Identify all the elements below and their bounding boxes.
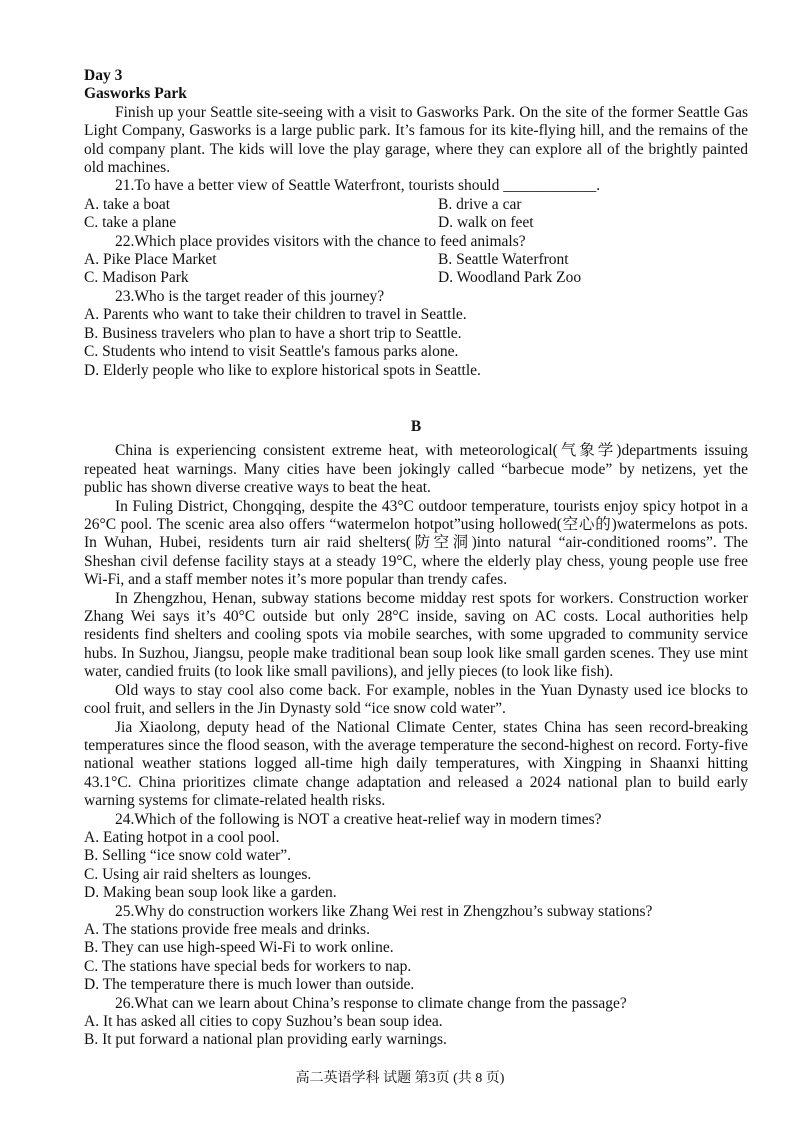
questions-b (84, 811, 748, 1050)
page-footer: 高二英语学科 试题 第3页 (共 8 页) (295, 1071, 505, 1086)
section-b-heading: B (410, 418, 422, 435)
option: B. They can use high-speed Wi-Fi to work online. (84, 939, 394, 957)
option: A. Eating hotpot in a cool pool. (84, 828, 280, 846)
section-b (84, 418, 748, 1050)
option: C. Madison Park (84, 269, 189, 287)
passage-paragraph: Old ways to stay cool also come back. For example, nobles in the Yuan Dynasty used ice blocks to cool fruit, and sellers in the Jin Dynasty sold “ice snow cold water”. (84, 681, 748, 718)
option: B. Seattle Waterfront (438, 251, 569, 269)
section-b-passage (84, 442, 748, 810)
option-row (84, 269, 748, 287)
option: D. Making bean soup look like a garden. (84, 884, 337, 902)
option-row (84, 251, 748, 269)
option: B. Selling “ice snow cold water”. (84, 847, 292, 865)
option: B. drive a car (438, 195, 522, 213)
day-title: Day 3 (84, 67, 123, 84)
park-title: Gasworks Park (84, 85, 187, 103)
day3-paragraph: Finish up your Seattle site-seeing with a visit to Gasworks Park. On the site of the former Seattle Gas Light Company, Gasworks is a large public park. It’s famous for its kite-flying hill, and the remains of the old company plant. The kids will love the play garage, where they can explore all of the brightly painted old machines. (84, 103, 748, 177)
question-stem: 24.Which of the following is NOT a creative heat-relief way in modern times? (115, 810, 602, 828)
option: A. It has asked all cities to copy Suzhou’s bean soup idea. (84, 1013, 443, 1030)
option: D. Elderly people who like to explore historical spots in Seattle. (84, 361, 481, 379)
question-stem: 26.What can we learn about China’s response to climate change from the passage? (115, 994, 627, 1012)
option: B. It put forward a national plan providing early warnings. (84, 1031, 447, 1049)
option-row (84, 196, 748, 214)
option: D. walk on feet (438, 214, 534, 232)
option: A. Pike Place Market (84, 251, 217, 269)
question-stem: 21.To have a better view of Seattle Waterfront, tourists should ____________. (115, 177, 601, 195)
option-row (84, 214, 748, 232)
option: C. Students who intend to visit Seattle's famous parks alone. (84, 343, 459, 361)
passage-paragraph: Jia Xiaolong, deputy head of the National Climate Center, states China has seen record-breaking temperatures since the flood season, with the average temperature the second-highest on record. Forty-five national weather stations logged all-time high daily temperatures, with Xingping in Shaanxi hitting 43.1°C. China prioritizes climate change adaptation and released a 2024 national plan to build early warning systems for climate-related health risks. (84, 718, 748, 810)
question-stem: 25.Why do construction workers like Zhang Wei rest in Zhengzhou’s subway stations? (115, 902, 653, 920)
passage-paragraph: In Zhengzhou, Henan, subway stations become midday rest spots for workers. Construction worker Zhang Wei says it’s 40°C outside but only 28°C inside, saving on AC costs. Local authorities help residents find shelters and cooling spots via mobile searches, with some upgraded to community service hubs. In Suzhou, Jiangsu, people make traditional bean soup look like small garden scenes. They use mint water, candied fruits (to look like small pavilions), and jelly pieces (to look like fish). (84, 589, 748, 681)
option: C. The stations have special beds for workers to nap. (84, 957, 412, 975)
option: D. Woodland Park Zoo (438, 269, 582, 287)
question-stem: 22.Which place provides visitors with the chance to feed animals? (115, 232, 526, 250)
option: D. The temperature there is much lower than outside. (84, 976, 415, 994)
section-day3 (84, 67, 748, 380)
option: B. Business travelers who plan to have a short trip to Seattle. (84, 324, 462, 342)
passage-paragraph: China is experiencing consistent extreme heat, with meteorological(气象学)departments issuing repeated heat warnings. Many cities have been jokingly called “barbecue mode” by netizens, yet the public has shown diverse creative ways to beat the heat. (84, 442, 748, 497)
option: A. Parents who want to take their children to travel in Seattle. (84, 306, 467, 324)
question-stem: 23.Who is the target reader of this journey? (115, 287, 385, 305)
option: A. take a boat (84, 195, 171, 213)
option: C. Using air raid shelters as lounges. (84, 865, 312, 883)
questions-a (84, 177, 748, 379)
option: A. The stations provide free meals and drinks. (84, 920, 370, 938)
passage-paragraph: In Fuling District, Chongqing, despite the 43°C outdoor temperature, tourists enjoy spicy hotpot in a 26°C pool. The scenic area also offers “watermelon hotpot”using hollowed(空心的)watermelons as pots. In Wuhan, Hubei, residents turn air raid shelters(防空洞)into natural “air-conditioned rooms”. The Sheshan civil defense facility stays at a steady 19°C, where the elderly play chess, young people use free Wi-Fi, and a staff member notes it’s more popular than trendy cafes. (84, 497, 748, 589)
option: C. take a plane (84, 214, 177, 232)
